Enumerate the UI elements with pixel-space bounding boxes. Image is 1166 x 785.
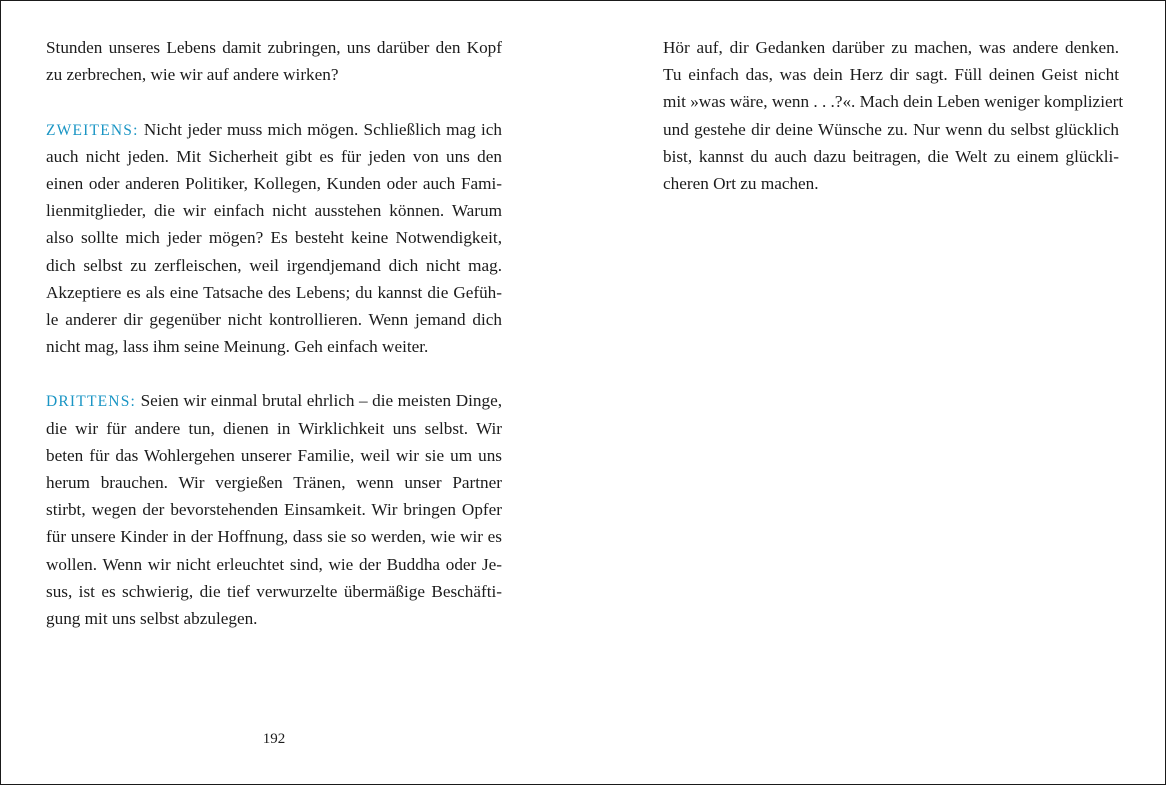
section-label-drittens: DRITTENS: <box>46 393 137 411</box>
text-line: also sollte mich jeder mögen? Es besteht keine Notwendigkeit, <box>46 228 502 248</box>
paragraph-drittens <box>46 387 502 632</box>
text-line: Hör auf, dir Gedanken darüber zu machen, was andere denken. <box>663 38 1119 57</box>
text-line: bist, kannst du auch dazu beitragen, die Welt zu einem glückli- <box>663 146 1119 166</box>
text-line: gung mit uns selbst abzulegen. <box>46 608 258 628</box>
text-line: lienmitglieder, die wir einfach nicht ausstehen können. Warum <box>46 201 502 221</box>
right-page <box>663 34 1124 197</box>
text-line: mit »was wäre, wenn . . .?«. Mach dein Leben weniger kompliziert <box>663 92 1124 112</box>
text-line: Tu einfach das, was dein Herz dir sagt. Füll deinen Geist nicht <box>663 65 1119 85</box>
text-line: herum brauchen. Wir vergießen Tränen, wenn unser Partner <box>46 473 502 492</box>
text-line: zu zerbrechen, wie wir auf andere wirken? <box>46 65 339 85</box>
section-label-zweitens: ZWEITENS: <box>46 121 139 139</box>
paragraph-spacer <box>46 88 502 115</box>
paragraph-zweitens <box>46 116 502 361</box>
text-line: für unsere Kinder in der Hoffnung, dass sie so werden, wie wir es <box>46 527 502 547</box>
text-line-content: Nicht jeder muss mich mögen. Schließlich mag ich <box>138 119 502 139</box>
left-page <box>46 34 502 632</box>
text-line: nicht mag, lass ihm seine Meinung. Geh einfach weiter. <box>46 337 429 357</box>
text-line: Akzeptiere es als eine Tatsache des Lebens; du kannst die Gefüh- <box>46 282 502 302</box>
text-line: einen oder anderen Politiker, Kollegen, Kunden oder auch Fami- <box>46 173 502 193</box>
text-line: und gestehe dir deine Wünsche zu. Nur wenn du selbst glücklich <box>663 119 1119 139</box>
text-line: stirbt, wegen der bevorstehenden Einsamkeit. Wir bringen Opfer <box>46 500 502 520</box>
paragraph-spacer <box>46 360 502 387</box>
text-line: Stunden unseres Lebens damit zubringen, uns darüber den Kopf <box>46 38 502 57</box>
text-line: dich selbst zu zerfleischen, weil irgendjemand dich nicht mag. <box>46 255 502 275</box>
paragraph-conclusion <box>663 34 1124 197</box>
text-line-content: Seien wir einmal brutal ehrlich – die meisten Dinge, <box>136 391 502 411</box>
text-line: cheren Ort zu machen. <box>663 173 819 193</box>
text-line <box>46 116 502 143</box>
paragraph-intro <box>46 34 502 88</box>
text-line: wollen. Wenn wir nicht erleuchtet sind, wie der Buddha oder Je- <box>46 554 502 574</box>
text-line: auch nicht jeden. Mit Sicherheit gibt es für jeden von uns den <box>46 146 502 166</box>
text-line: sus, ist es schwierig, die tief verwurzelte übermäßige Beschäfti- <box>46 581 502 601</box>
text-line <box>46 387 502 414</box>
text-line: die wir für andere tun, dienen in Wirklichkeit uns selbst. Wir <box>46 418 502 438</box>
text-line: beten für das Wohlergehen unserer Familie, weil wir sie um uns <box>46 445 502 465</box>
page-number: 192 <box>262 731 286 747</box>
text-line: le anderer dir gegenüber nicht kontrollieren. Wenn jemand dich <box>46 309 502 329</box>
